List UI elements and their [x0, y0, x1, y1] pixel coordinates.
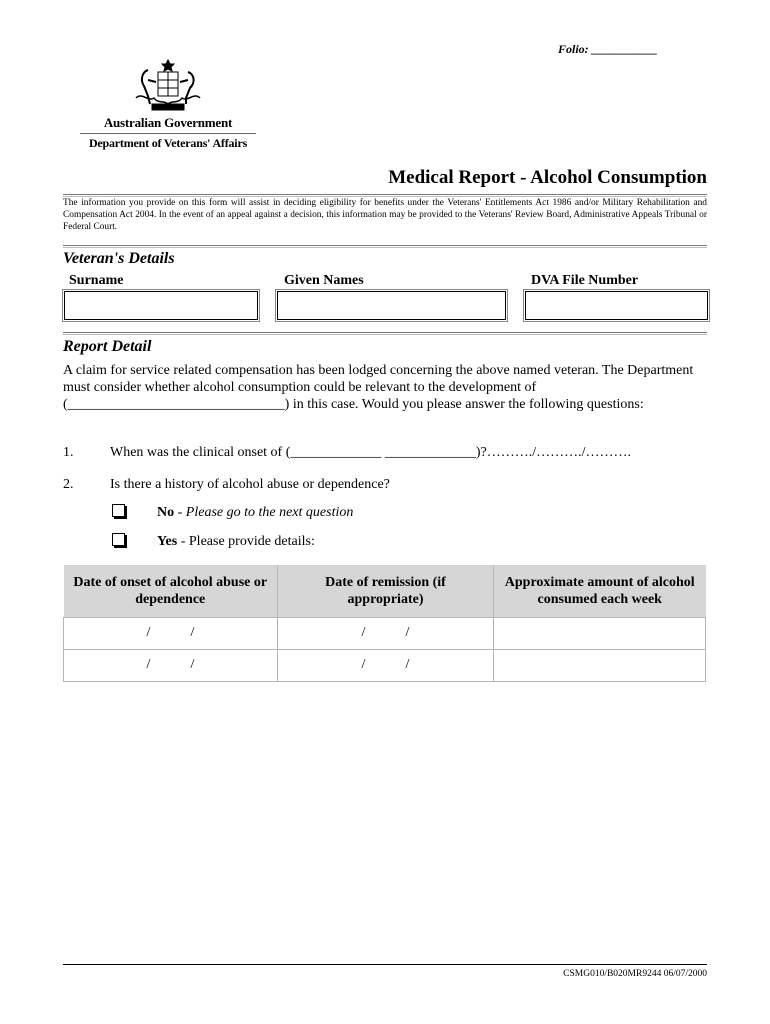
onset-date-cell[interactable]: [64, 617, 278, 649]
yes-option-bold: Yes: [157, 534, 178, 549]
given-names-label: Given Names: [284, 273, 364, 288]
no-option-label: [157, 505, 353, 521]
question-1-text: When was the clinical onset of (_____________ _____________)?………./………./……….: [110, 445, 632, 460]
veteran-details-heading: Veteran's Details: [63, 250, 175, 267]
date-separator: /: [146, 657, 151, 672]
table-row: [64, 649, 706, 681]
government-name: Australian Government: [103, 115, 233, 130]
date-separator: /: [190, 625, 195, 640]
no-checkbox[interactable]: [112, 504, 125, 517]
date-separator: /: [405, 625, 410, 640]
weekly-amount-cell[interactable]: [494, 649, 706, 681]
remission-date-cell[interactable]: [278, 649, 494, 681]
date-separator: /: [146, 625, 151, 640]
onset-date-cell[interactable]: [64, 649, 278, 681]
logo-divider: [80, 133, 256, 134]
weekly-amount-cell[interactable]: [494, 617, 706, 649]
onset-date-header: Date of onset of alcohol abuse or dependence: [64, 565, 278, 617]
section-rule: [63, 332, 707, 335]
report-paragraph: A claim for service related compensation has been lodged concerning the above named veteran. The Department must consider whether alcohol consumption could be relevant to the development of (_______________________________) in this case. Would you please answer the following questions:: [63, 363, 694, 412]
department-name: Department of Veterans' Affairs: [88, 136, 248, 150]
intro-text: The information you provide on this form will assist in deciding eligibility for benefits under the Veterans' Entitlements Act 1986 and/or Military Rehabilitation and Compensation Act 2004. In the event of an appeal against a decision, this information may be provided to the Veterans' Review Board, Administrative Appeals Tribunal or Federal Court.: [63, 198, 707, 232]
date-separator: /: [361, 625, 366, 640]
surname-field[interactable]: [64, 291, 258, 320]
footer-rule: [63, 964, 707, 965]
date-separator: /: [405, 657, 410, 672]
yes-option-label: [157, 534, 315, 550]
question-2-number: 2.: [63, 477, 74, 492]
question-1-number: 1.: [63, 445, 74, 460]
folio-field: Folio: ___________: [558, 42, 658, 56]
weekly-amount-header: Approximate amount of alcohol consumed each week: [494, 565, 706, 617]
remission-date-header: Date of remission (if appropriate): [278, 565, 494, 617]
form-code: CSMG010/B020MR9244 06/07/2000: [563, 969, 707, 979]
no-option-note: - Please go to the next question: [174, 505, 354, 520]
coat-of-arms-logo: [128, 58, 208, 114]
given-names-field[interactable]: [277, 291, 506, 320]
form-title: Medical Report - Alcohol Consumption: [388, 167, 707, 188]
dva-file-number-label: DVA File Number: [531, 273, 639, 288]
date-separator: /: [361, 657, 366, 672]
no-option-bold: No: [157, 505, 175, 520]
remission-date-cell[interactable]: [278, 617, 494, 649]
yes-option-note: - Please provide details:: [177, 534, 315, 549]
table-row: [64, 617, 706, 649]
yes-checkbox[interactable]: [112, 533, 125, 546]
section-rule: [63, 245, 707, 248]
alcohol-history-table: [63, 565, 706, 682]
dva-file-number-field[interactable]: [525, 291, 708, 320]
date-separator: /: [190, 657, 195, 672]
surname-label: Surname: [69, 273, 124, 288]
report-detail-heading: Report Detail: [63, 338, 152, 355]
question-2-text: Is there a history of alcohol abuse or dependence?: [110, 477, 390, 492]
